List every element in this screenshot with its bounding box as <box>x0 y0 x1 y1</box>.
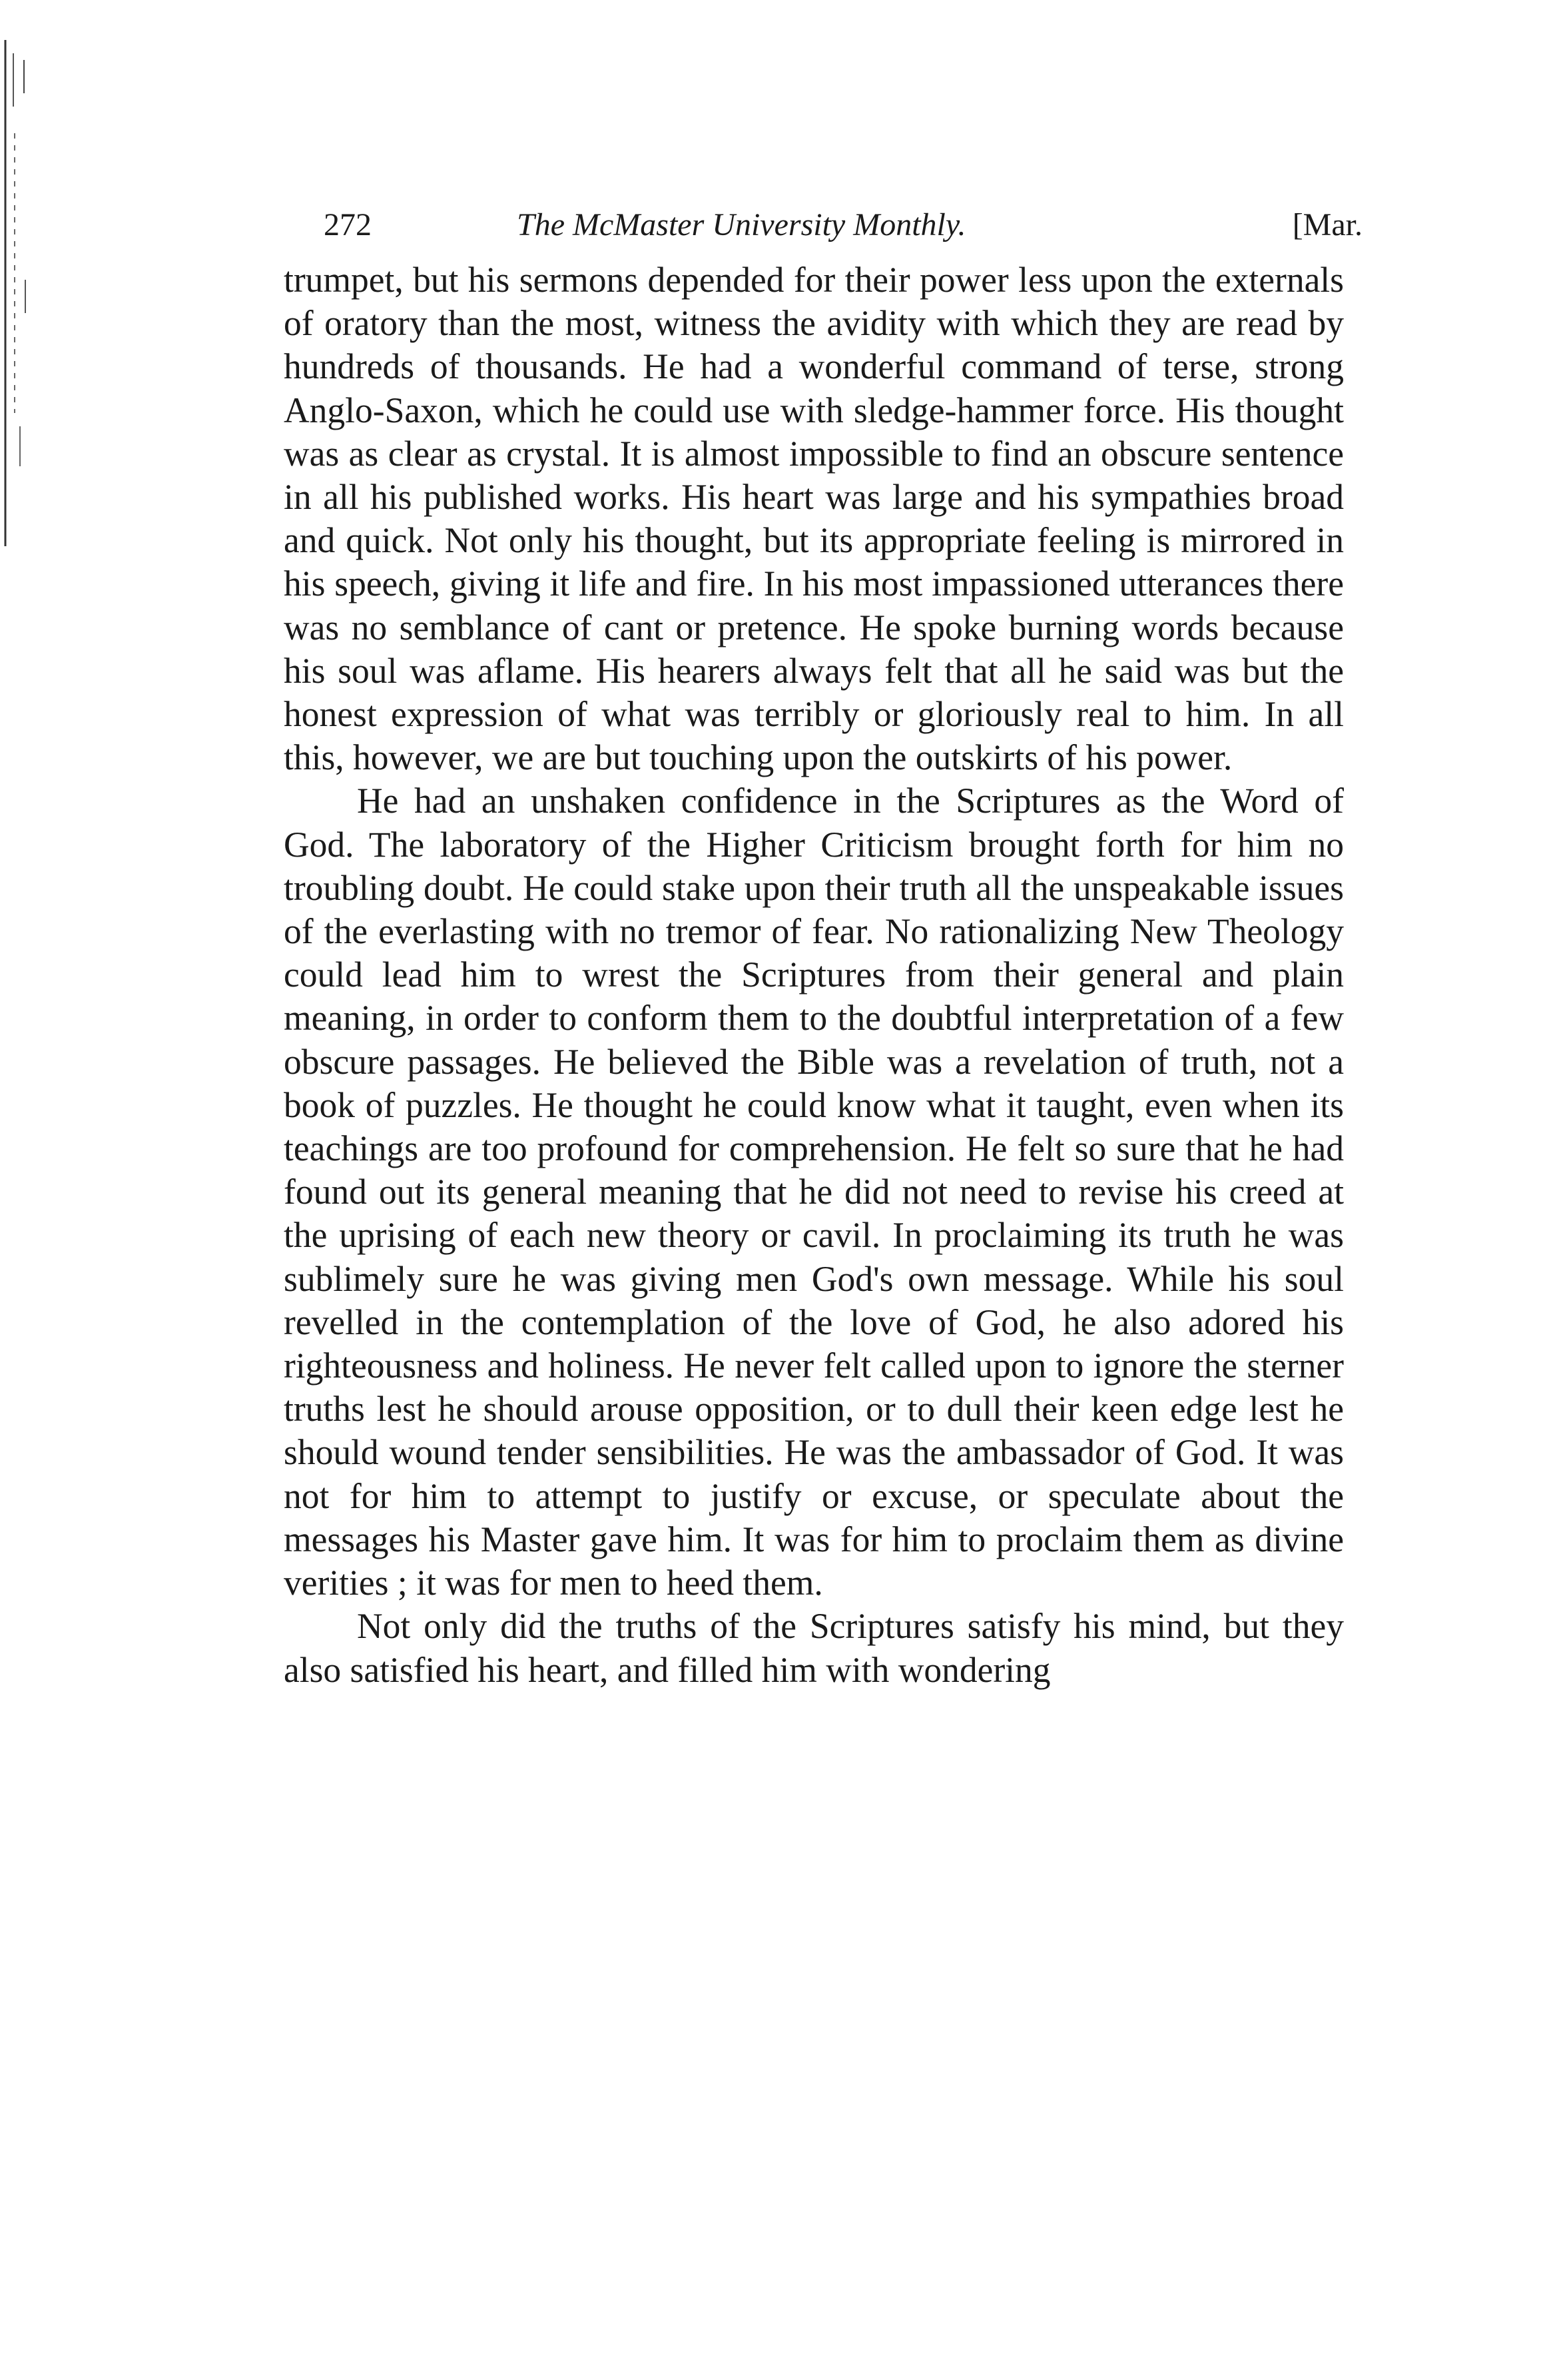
running-month: [Mar. <box>1292 207 1363 242</box>
body-text <box>284 258 1344 1692</box>
running-title: The McMaster University Monthly. <box>517 207 966 242</box>
page-number: 272 <box>324 207 372 242</box>
paragraph-1: trumpet, but his sermons depended for their power less upon the externals of oratory than the most, witness the avidity with which they are read by hundreds of thousands. He had a wonderful command of terse, strong Anglo-Saxon, which he could use with sledge-hammer force. His thought was as clear as crystal. It is almost impossible to find an obscure sentence in all his published works. His heart was large and his sympathies broad and quick. Not only his thought, but its appropriate feeling is mirrored in his speech, giving it life and fire. In his most impassioned utterances there was no semblance of cant or pretence. He spoke burning words because his soul was aflame. His hearers always felt that all he said was but the honest expression of what was terribly or gloriously real to him. In all this, however, we are but touching upon the outskirts of his power. <box>284 260 1344 778</box>
running-header <box>324 198 1363 252</box>
paragraph-3: Not only did the truths of the Scriptures satisfy his mind, but they also satisfied his heart, and filled him with wondering <box>284 1606 1344 1690</box>
scan-edge-marks <box>0 0 60 599</box>
paragraph-2: He had an unshaken confidence in the Scriptures as the Word of God. The laboratory of the Higher Criticism brought forth for him no troubling doubt. He could stake upon their truth all the unspeakable issues of the everlasting with no tremor of fear. No rationalizing New Theology could lead him to wrest the Scriptures from their general and plain meaning, in order to conform them to the doubtful interpretation of a few obscure passages. He believed the Bible was a revelation of truth, not a book of puzzles. He thought he could know what it taught, even when its teachings are too profound for comprehension. He felt so sure that he had found out its general meaning that he did not need to revise his creed at the uprising of each new theory or cavil. In proclaiming its truth he was sublimely sure he was giving men God's own message. While his soul revelled in the contemplation of the love of God, he also adored his righteousness and holiness. He never felt called upon to ignore the sterner truths lest he should arouse opposition, or to dull their keen edge lest he should wound tender sensibilities. He was the ambassador of God. It was not for him to attempt to justify or excuse, or speculate about the messages his Master gave him. It was for him to proclaim them as divine verities ; it was for men to heed them. <box>284 781 1344 1603</box>
